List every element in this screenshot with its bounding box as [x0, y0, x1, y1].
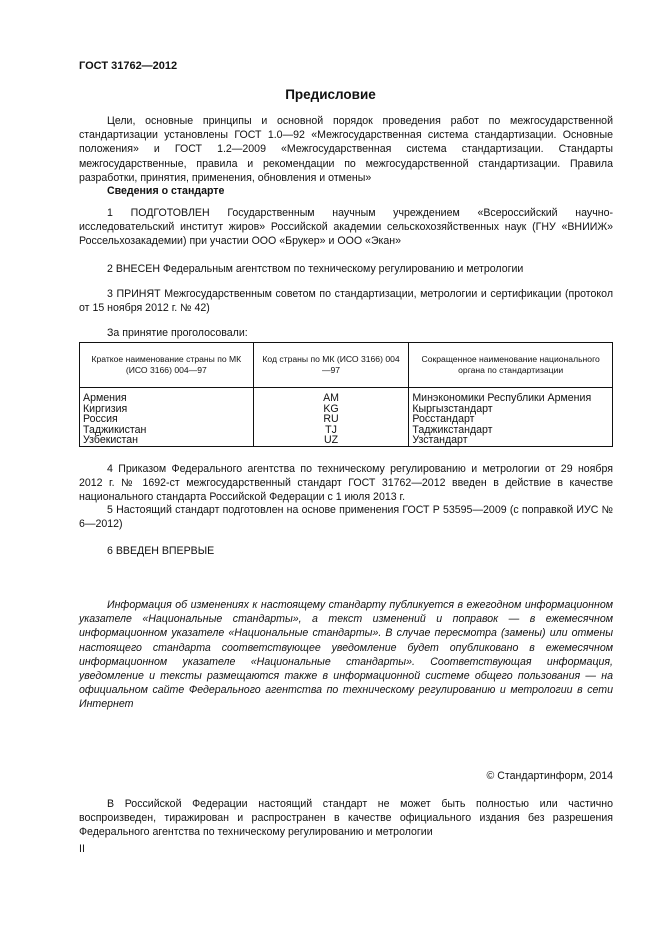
table-cell-body: Узстандарт — [412, 434, 468, 447]
page-title: Предисловие — [285, 87, 376, 102]
copyright-line: © Стандартинформ, 2014 — [486, 770, 613, 782]
table-cell-body: Кыргызстандарт — [412, 402, 493, 415]
notice-paragraph — [79, 598, 613, 712]
table-cell-code: TJ — [325, 423, 337, 436]
table-header-code: Код страны по МК (ИСО 3166) 004—97 — [253, 343, 409, 388]
page-number: II — [79, 843, 85, 855]
table-cell-country: Россия — [83, 413, 118, 426]
voting-table — [79, 342, 613, 447]
item-1-paragraph — [79, 206, 613, 249]
table-cell-code: AM — [323, 392, 339, 404]
table-cell-body: Росстандарт — [412, 413, 475, 426]
item-4-text: 4 Приказом Федерального агентства по техническому регулированию и метрологии от 29 ноября 2012 г. № 1692-ст межгосударственный стандарт ГОСТ 31762—2012 введен в действие в качестве национального стандарта Российской Федерации с 1 июля 2013 г. — [79, 463, 613, 504]
table-cell-country: Таджикистан — [83, 423, 147, 436]
vote-label: За принятие проголосовали: — [107, 327, 248, 339]
table-header-country: Краткое наименование страны по МК (ИСО 3166) 004—97 — [80, 343, 254, 388]
intro-paragraph — [79, 114, 613, 185]
table-column-code — [253, 388, 409, 447]
table-cell-code: UZ — [323, 434, 339, 447]
intro-text: Цели, основные принципы и основной порядок проведения работ по межгосударственной стандартизации установлены ГОСТ 1.0—92 «Межгосударственная система стандартизации. Основные положения» и ГОСТ 1.2—2009 «Межгосударственная система стандартизации. Стандарты межгосударственные, правила и рекомендации по межгосударственной стандартизации. Правила разработки, принятия, применения, обновления и отмены» — [79, 115, 613, 184]
table-cell-body: Таджикстандарт — [412, 423, 493, 436]
table-column-body — [409, 388, 613, 447]
info-heading-text: Сведения о стандарте — [107, 185, 225, 197]
info-heading — [79, 184, 613, 198]
notice-text: Информация об изменениях к настоящему стандарту публикуется в ежегодном информационном указателе «Национальные стандарты», а текст изменений и поправок — в ежемесячном информационном указателе «Национальные стандарты». В случае пересмотра (замены) или отмены настоящего стандарта соответствующее уведомление будет опубликовано в ежемесячном информационном указателе «Национальные стандарты». Соответствующая информация, уведомление и тексты размещаются также в информационной системе общего пользования — на официальном сайте Федерального агентства по техническому регулированию и метрологии в сети Интернет — [79, 599, 613, 711]
item-6-paragraph — [79, 544, 613, 558]
table-header-body: Сокращенное наименование национального органа по стандартизации — [409, 343, 613, 388]
item-5-paragraph — [79, 503, 613, 531]
item-2-text: 2 ВНЕСЕН Федеральным агентством по техническому регулированию и метрологии — [107, 263, 524, 275]
table-row — [80, 388, 613, 447]
item-5-text: 5 Настоящий стандарт подготовлен на основе применения ГОСТ Р 53595—2009 (с поправкой ИУС № 6—2012) — [79, 504, 613, 531]
table-cell-body: Минэкономики Республики Армения — [412, 392, 592, 404]
item-3-paragraph — [79, 287, 613, 315]
item-4-paragraph — [79, 462, 613, 505]
item-1-text: 1 ПОДГОТОВЛЕН Государственным научным учреждением «Всероссийский научно-исследовательский институт жиров» Российской академии сельскохозяйственных наук (ГНУ «ВНИИЖ» Россельхозакадемии) при участии ООО «Брукер» и ООО «Экан» — [79, 207, 613, 248]
table-cell-country: Киргизия — [83, 402, 128, 415]
table-cell-country: Узбекистан — [83, 434, 139, 447]
table-column-country — [80, 388, 254, 447]
rights-paragraph — [79, 797, 613, 840]
rights-text: В Российской Федерации настоящий стандарт не может быть полностью или частично воспроизведен, тиражирован и распространен в качестве официального издания без разрешения Федерального агентства по техническому регулированию и метрологии — [79, 798, 613, 839]
table-cell-code: KG — [323, 402, 339, 415]
document-header-standard-id: ГОСТ 31762—2012 — [79, 60, 178, 72]
item-2-paragraph — [79, 262, 613, 276]
table-cell-country: Армения — [83, 392, 127, 404]
table-header-row — [80, 343, 613, 388]
table-cell-code: RU — [323, 413, 339, 426]
item-6-text: 6 ВВЕДЕН ВПЕРВЫЕ — [107, 545, 215, 557]
item-3-text: 3 ПРИНЯТ Межгосударственным советом по стандартизации, метрологии и сертификации (протокол от 15 ноября 2012 г. № 42) — [79, 288, 613, 315]
